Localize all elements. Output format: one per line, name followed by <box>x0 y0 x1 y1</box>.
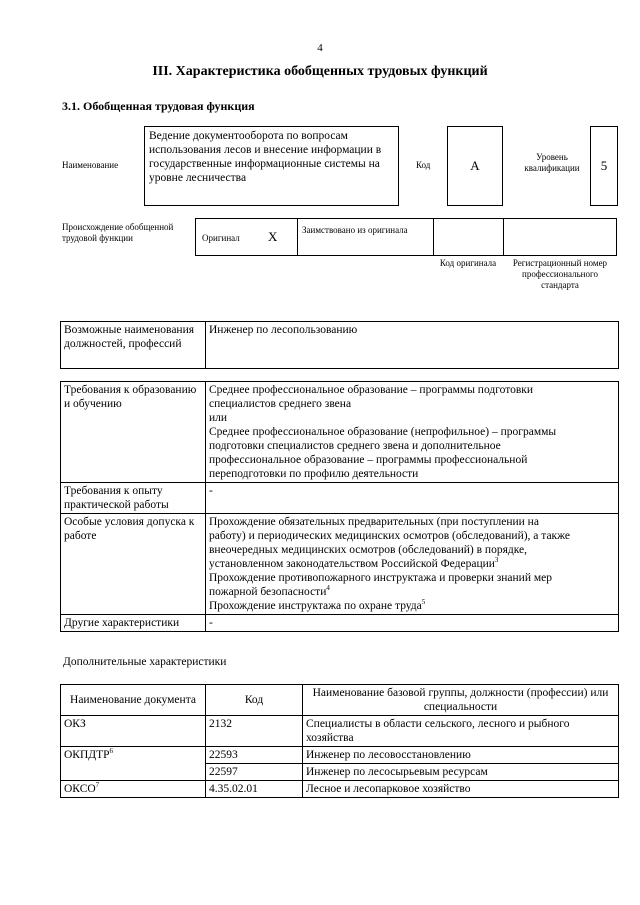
table-row <box>61 781 619 798</box>
conditions-label: Особые условия допуска к работе <box>61 514 206 615</box>
okpdtr-name: Инженер по лесосырьевым ресурсам <box>303 764 619 781</box>
additional-title: Дополнительные характеристики <box>63 656 227 668</box>
code-label: Код <box>416 160 431 170</box>
header-code: Код <box>206 685 303 716</box>
code-value: А <box>470 158 480 173</box>
education-line: Среднее профессиональное образование – программы подготовки <box>209 384 534 396</box>
education-line: профессиональное образование – программы профессиональной <box>209 454 528 466</box>
conditions-line-text: установленном законодательством Российской Федерации <box>209 558 495 570</box>
experience-value: - <box>206 483 619 514</box>
other-label: Другие характеристики <box>61 615 206 632</box>
table-row <box>61 615 619 632</box>
conditions-line-text: Прохождение обязательных предварительных (при поступлении на <box>209 516 539 528</box>
table-row <box>61 747 619 764</box>
okso-name: Лесное и лесопарковое хозяйство <box>303 781 619 798</box>
okso-doc <box>61 781 206 798</box>
name-label: Наименование <box>62 160 119 170</box>
reg-number-cell <box>504 219 616 255</box>
conditions-line <box>209 543 615 557</box>
conditions-line <box>209 571 615 585</box>
borrowed-cell <box>298 219 434 255</box>
conditions-line <box>209 599 615 613</box>
conditions-line-text: работу) и периодических медицинских осмотров (обследований), а также <box>209 530 571 542</box>
original-mark: X <box>268 229 278 244</box>
positions-label: Возможные наименования должностей, профессий <box>61 322 206 369</box>
level-value: 5 <box>600 158 608 173</box>
requirements-table <box>60 381 619 632</box>
okpdtr-name: Инженер по лесовосстановлению <box>303 747 619 764</box>
education-label: Требования к образованию и обучению <box>61 382 206 483</box>
conditions-line <box>209 557 615 571</box>
table-row <box>61 483 619 514</box>
reg-number-caption: Регистрационный номер профессионального стандарта <box>512 258 608 290</box>
original-cell <box>196 219 298 255</box>
origin-table <box>195 218 617 256</box>
education-line: подготовки специалистов среднего звена и дополнительное <box>209 440 501 452</box>
table-row <box>61 514 619 615</box>
subsection-title: 3.1. Обобщенная трудовая функция <box>62 99 255 113</box>
table-row <box>61 322 619 369</box>
table-row <box>61 382 619 483</box>
table-row <box>61 716 619 747</box>
okz-name: Специалисты в области сельского, лесного и рыбного хозяйства <box>303 716 619 747</box>
code-original-cell <box>434 219 504 255</box>
conditions-value <box>206 514 619 615</box>
education-line: переподготовки по профилю деятельности <box>209 468 419 480</box>
okpdtr-code: 22597 <box>206 764 303 781</box>
conditions-line-text: внеочередных медицинских осмотров (обследований) в порядке, <box>209 544 528 556</box>
level-box <box>590 126 618 206</box>
experience-label: Требования к опыту практической работы <box>61 483 206 514</box>
conditions-line <box>209 585 615 599</box>
function-name-box <box>144 126 399 206</box>
borrowed-label: Заимствовано из оригинала <box>302 225 408 235</box>
okpdtr-code: 22593 <box>206 747 303 764</box>
footnote-ref: 5 <box>421 598 426 607</box>
level-label: Уровень квалификации <box>524 152 580 173</box>
code-original-caption: Код оригинала <box>439 258 497 268</box>
education-line: или <box>209 412 228 424</box>
page-number: 4 <box>317 42 323 54</box>
origin-label: Происхождение обобщенной трудовой функции <box>62 222 174 243</box>
positions-table <box>60 321 619 369</box>
okso-code: 4.35.02.01 <box>206 781 303 798</box>
additional-table <box>60 684 619 798</box>
conditions-line-text: Прохождение противопожарного инструктажа и проверки знаний мер <box>209 572 552 584</box>
footnote-ref: 4 <box>326 584 330 593</box>
footnote-ref: 7 <box>95 781 100 790</box>
okpdtr-doc <box>61 747 206 781</box>
footnote-ref: 3 <box>494 556 499 565</box>
section-title: III. Характеристика обобщенных трудовых функций <box>152 64 488 79</box>
footnote-ref: 6 <box>109 747 114 756</box>
conditions-line <box>209 529 615 543</box>
other-value: - <box>206 615 619 632</box>
conditions-line <box>209 515 615 529</box>
function-name-value: Ведение документооборота по вопросам использования лесов и внесение информации в государственные информационные системы на уровне лесничества <box>149 130 382 184</box>
education-line: специалистов среднего звена <box>209 398 352 410</box>
okz-code: 2132 <box>206 716 303 747</box>
positions-value: Инженер по лесопользованию <box>206 322 619 369</box>
okpdtr-doc-text: ОКПДТР <box>64 749 110 761</box>
conditions-line-text: Прохождение инструктажа по охране труда <box>209 600 422 612</box>
code-box <box>447 126 503 206</box>
okz-doc: ОКЗ <box>61 716 206 747</box>
original-label: Оригинал <box>202 233 240 243</box>
header-name: Наименование базовой группы, должности (профессии) или специальности <box>303 685 619 716</box>
education-value <box>206 382 619 483</box>
table-row <box>61 685 619 716</box>
conditions-line-text: пожарной безопасности <box>209 586 327 598</box>
education-line: Среднее профессиональное образование (непрофильное) – программы <box>209 426 557 438</box>
header-document: Наименование документа <box>61 685 206 716</box>
okso-doc-text: ОКСО <box>64 783 96 795</box>
